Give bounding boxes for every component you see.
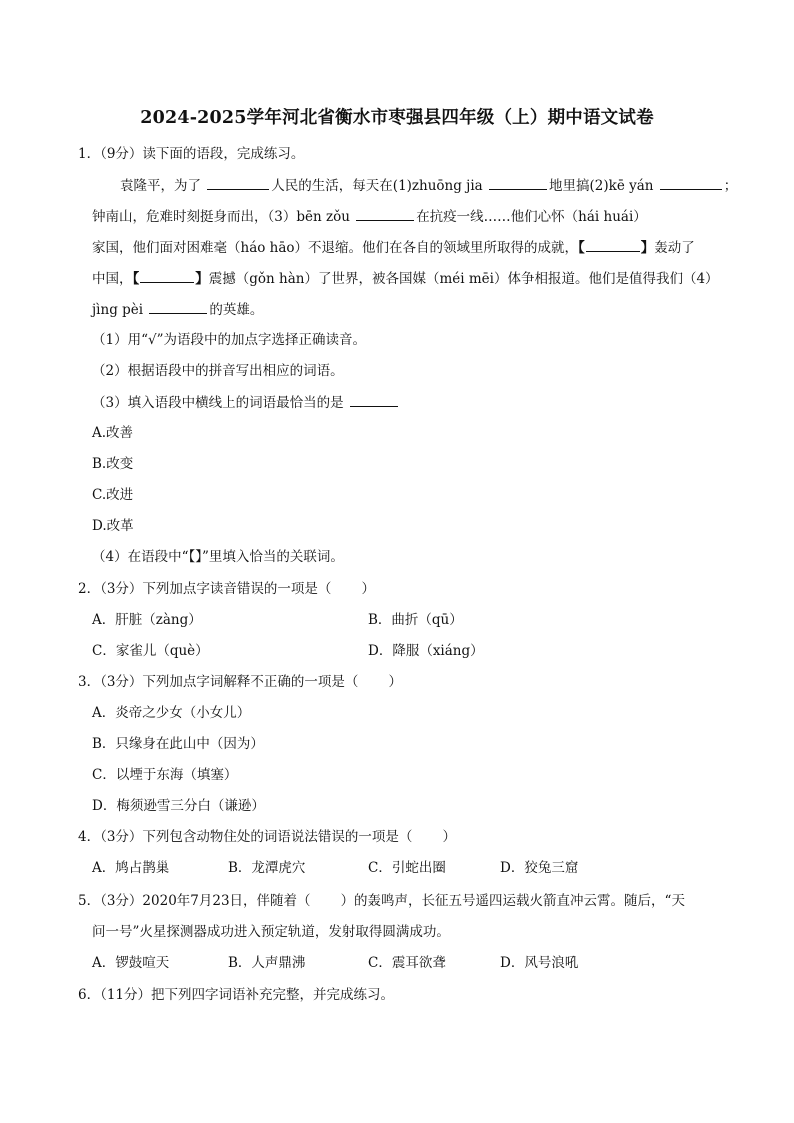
q1-passage-line-4 (92, 269, 719, 288)
q4-option-d[interactable]: D．狡兔三窟 (500, 860, 579, 876)
q1-text-a2: 人民的生活，每天在(1)zhuōng jia (271, 178, 483, 194)
q1-option-c[interactable]: C.改进 (92, 487, 134, 503)
q1-text-d2: 震撼（gǒn hàn）了世界，被各国媒（méi mēi）体争相报道。他们是值得我们（4） (208, 271, 719, 287)
page-title: 2024-2025学年河北省衡水市枣强县四年级（上）期中语文试卷 (140, 108, 654, 128)
q1-sub-3-text: （3）填入语段中横线上的词语最恰当的是 (92, 395, 344, 411)
q1-sub-4: （4）在语段中“【】”里填入恰当的关联词。 (92, 549, 344, 565)
q1-passage-line-2 (92, 207, 647, 226)
q1-text-c2: 轰动了 (654, 240, 695, 256)
q4-heading (78, 828, 456, 846)
q1-blank-keyan[interactable] (660, 176, 722, 190)
bracket-open: 【 (132, 271, 140, 287)
q2-option-a[interactable]: A．肝脏（zàng） (92, 612, 202, 628)
q3-heading-text: 3．（3分）下列加点字词解释不正确的一项是（ (78, 674, 359, 690)
q1-passage-line-1 (120, 176, 737, 195)
q1-text-b1: 钟南山，危难时刻挺身而出，（3）bēn zǒu (92, 209, 350, 225)
q1-text-a4: ； (723, 178, 738, 194)
q2-option-d[interactable]: D．降服（xiáng） (368, 643, 484, 659)
q5-heading (78, 892, 685, 910)
q2-heading-close: ） (361, 581, 375, 597)
q5-heading-line-2: 问一号”火星探测器成功进入预定轨道，发射取得圆满成功。 (92, 924, 450, 940)
q5-option-d[interactable]: D．风号浪吼 (500, 955, 579, 971)
q1-bracket-blank-2[interactable] (140, 269, 194, 283)
q1-sub-2: （2）根据语段中的拼音写出相应的词语。 (92, 363, 344, 379)
q1-option-b[interactable]: B.改变 (92, 456, 134, 472)
q1-text-c1: 家国，他们面对困难毫（háo hāo）不退缩。他们在各自的领域里所取得的成就， (92, 240, 579, 256)
q1-blank-jingpei[interactable] (149, 300, 207, 314)
q3-heading (78, 673, 402, 691)
q4-heading-close: ） (442, 829, 456, 845)
q2-heading (78, 580, 375, 598)
q1-sub-3-blank[interactable] (350, 393, 398, 407)
q1-blank-fill[interactable] (207, 176, 269, 190)
q4-option-b[interactable]: B．龙潭虎穴 (228, 860, 306, 876)
q5-option-b[interactable]: B．人声鼎沸 (228, 955, 306, 971)
q3-heading-close: ） (388, 674, 402, 690)
q1-text-a3: 地里搞(2)kē yán (549, 178, 654, 194)
q6-heading: 6．（11分）把下列四字词语补充完整，并完成练习。 (78, 987, 395, 1003)
q2-option-c[interactable]: C．家雀儿（què） (92, 643, 209, 659)
q1-option-a[interactable]: A.改善 (92, 425, 134, 441)
q2-option-b[interactable]: B．曲折（qū） (368, 612, 463, 628)
q1-text-e1: jìng pèi (92, 302, 144, 318)
q5-heading-text: 5．（3分）2020年7月23日，伴随着（ (78, 893, 311, 909)
q1-option-d[interactable]: D.改革 (92, 518, 134, 534)
bracket-close: 】 (195, 271, 209, 287)
q1-text-e2: 的英雄。 (209, 302, 264, 318)
q4-option-c[interactable]: C．引蛇出圈 (368, 860, 446, 876)
q5-heading-rest: ）的轰鸣声，长征五号遥四运载火箭直冲云霄。随后，“天 (340, 893, 685, 909)
q1-bracket-blank-1[interactable] (586, 238, 640, 252)
q4-heading-text: 4．（3分）下列包含动物住处的词语说法错误的一项是（ (78, 829, 413, 845)
q3-option-a[interactable]: A．炎帝之少女（小女儿） (92, 705, 251, 721)
q3-option-b[interactable]: B．只缘身在此山中（因为） (92, 736, 264, 752)
q1-text-d1: 中国， (92, 271, 133, 287)
q1-passage-line-5 (92, 300, 263, 319)
q1-text-b2: 在抗疫一线……他们心怀（hái huái） (416, 209, 647, 225)
q1-passage-line-3 (92, 238, 695, 257)
q1-text-a1: 袁隆平，为了 (120, 178, 201, 194)
q5-option-c[interactable]: C．震耳欲聋 (368, 955, 446, 971)
q1-heading: 1．（9分）读下面的语段，完成练习。 (78, 146, 305, 162)
q1-sub-3 (92, 393, 400, 412)
q5-option-a[interactable]: A．锣鼓喧天 (92, 955, 170, 971)
q1-blank-benzou[interactable] (356, 207, 414, 221)
q1-sub-1: （1）用“√”为语段中的加点字选择正确读音。 (92, 332, 366, 348)
bracket-close: 】 (640, 240, 655, 256)
q4-option-a[interactable]: A．鸠占鹊巢 (92, 860, 170, 876)
q2-heading-text: 2．（3分）下列加点字读音错误的一项是（ (78, 581, 332, 597)
q3-option-d[interactable]: D．梅须逊雪三分白（谦逊） (92, 798, 265, 814)
q1-blank-zhuangjia[interactable] (489, 176, 547, 190)
bracket-open: 【 (578, 240, 585, 256)
q3-option-c[interactable]: C．以堙于东海（填塞） (92, 767, 238, 783)
